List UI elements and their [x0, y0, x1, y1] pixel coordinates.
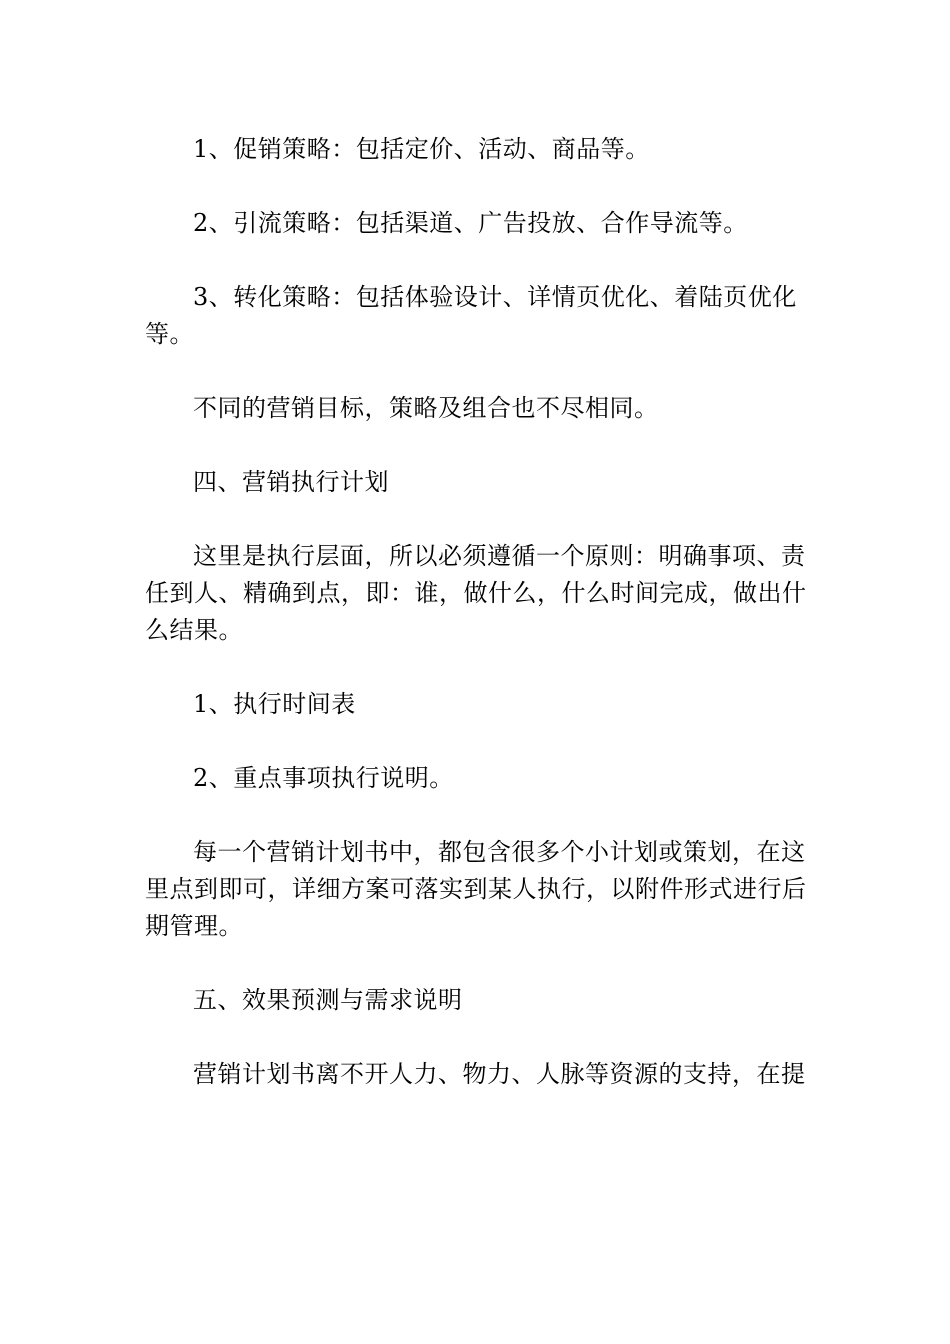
paragraph-promotion-strategy: 1、促销策略：包括定价、活动、商品等。 — [193, 135, 650, 163]
paragraph-traffic-strategy: 2、引流策略：包括渠道、广告投放、合作导流等。 — [193, 209, 748, 237]
paragraph-strategy-note: 不同的营销目标，策略及组合也不尽相同。 — [193, 394, 659, 422]
paragraph-conversion-strategy: 3、转化策略：包括体验设计、详情页优化、着陆页优化等。 — [145, 283, 797, 348]
section-heading-forecast: 五、效果预测与需求说明 — [193, 986, 463, 1014]
paragraph-sub-plans: 每一个营销计划书中，都包含很多个小计划或策划，在这里点到即可，详细方案可落实到某人执行，以附件形式进行后期管理。 — [145, 838, 807, 940]
paragraph-resources: 营销计划书离不开人力、物力、人脉等资源的支持，在提 — [193, 1060, 806, 1088]
paragraph-schedule: 1、执行时间表 — [193, 690, 356, 718]
paragraph-execution-principle: 这里是执行层面，所以必须遵循一个原则：明确事项、责任到人、精确到点，即：谁，做什么，什么时间完成，做出什么结果。 — [145, 542, 807, 644]
paragraph-key-items: 2、重点事项执行说明。 — [193, 764, 454, 792]
document-body — [145, 131, 817, 1093]
section-heading-execution-plan: 四、营销执行计划 — [193, 468, 389, 496]
